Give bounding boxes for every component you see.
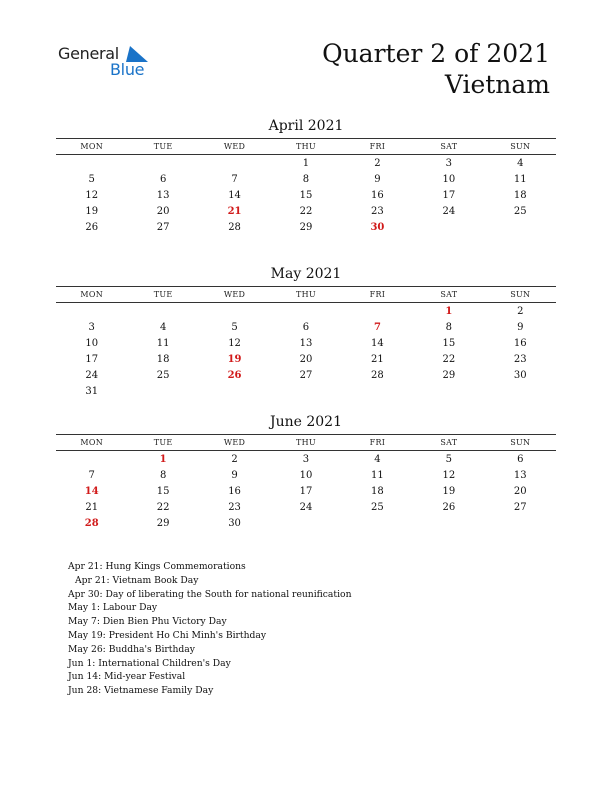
day-cell: 25 bbox=[513, 206, 527, 217]
day-grid bbox=[56, 304, 556, 400]
day-cell: 26 bbox=[442, 502, 456, 513]
empty-cell bbox=[199, 156, 270, 172]
weekday-label: WED bbox=[223, 142, 246, 151]
day-cell: 18 bbox=[371, 486, 384, 497]
weekday-label: WED bbox=[223, 290, 246, 299]
day-cell: 23 bbox=[513, 354, 527, 365]
day-cell: 13 bbox=[156, 190, 170, 201]
day-cell: 2 bbox=[231, 454, 238, 465]
logo bbox=[58, 44, 178, 84]
holiday-note: Jun 14: Mid-year Festival bbox=[68, 671, 186, 683]
month-may bbox=[56, 265, 556, 400]
day-cell: 7 bbox=[88, 470, 95, 481]
weekday-header bbox=[56, 286, 556, 303]
weekday-label: TUE bbox=[153, 290, 173, 299]
day-cell: 1 bbox=[159, 454, 167, 465]
day-cell: 24 bbox=[442, 206, 456, 217]
title-country: Vietnam bbox=[444, 70, 550, 99]
day-cell: 17 bbox=[442, 190, 456, 201]
day-grid bbox=[56, 452, 556, 532]
weekday-label: SAT bbox=[440, 142, 458, 151]
holiday-note: Apr 21: Vietnam Book Day bbox=[75, 574, 199, 586]
day-cell: 22 bbox=[299, 206, 313, 217]
day-cell: 4 bbox=[159, 322, 167, 333]
day-cell: 28 bbox=[371, 370, 384, 381]
day-cell: 18 bbox=[513, 190, 527, 201]
weekday-label: SUN bbox=[510, 438, 531, 447]
holiday-note: Jun 28: Vietnamese Family Day bbox=[68, 685, 214, 697]
empty-cell bbox=[413, 516, 484, 532]
day-cell: 21 bbox=[371, 354, 384, 365]
empty-cell bbox=[56, 452, 127, 468]
day-cell: 12 bbox=[442, 470, 456, 481]
day-cell: 29 bbox=[442, 370, 456, 381]
day-cell: 22 bbox=[156, 502, 170, 513]
day-cell: 23 bbox=[228, 502, 241, 513]
weekday-label: THU bbox=[296, 142, 316, 151]
day-cell: 20 bbox=[156, 206, 170, 217]
weekday-label: MON bbox=[80, 290, 104, 299]
day-cell: 2 bbox=[517, 306, 524, 317]
day-cell: 4 bbox=[517, 158, 524, 169]
day-cell: 9 bbox=[231, 470, 238, 481]
day-cell: 14 bbox=[228, 190, 241, 201]
empty-cell bbox=[270, 516, 341, 532]
day-cell: 1 bbox=[445, 306, 453, 317]
month-june bbox=[56, 413, 556, 532]
day-cell: 9 bbox=[517, 322, 524, 333]
day-cell: 12 bbox=[85, 190, 99, 201]
weekday-label: THU bbox=[296, 290, 316, 299]
day-cell: 20 bbox=[299, 354, 313, 365]
day-cell: 16 bbox=[228, 486, 241, 497]
empty-cell bbox=[485, 220, 556, 236]
weekday-label: WED bbox=[223, 438, 246, 447]
empty-cell bbox=[413, 220, 484, 236]
day-cell: 24 bbox=[299, 502, 313, 513]
day-cell: 23 bbox=[371, 206, 384, 217]
weekday-header bbox=[56, 434, 556, 451]
weekday-label: FRI bbox=[369, 290, 386, 299]
day-cell: 21 bbox=[227, 206, 242, 217]
day-cell: 25 bbox=[371, 502, 384, 513]
weekday-label: THU bbox=[296, 438, 316, 447]
day-cell: 24 bbox=[85, 370, 99, 381]
weekday-label: SAT bbox=[440, 438, 458, 447]
empty-cell bbox=[127, 384, 198, 400]
weekday-label: SUN bbox=[510, 290, 531, 299]
day-cell: 19 bbox=[227, 354, 242, 365]
day-cell: 11 bbox=[156, 338, 170, 349]
empty-cell bbox=[342, 516, 413, 532]
empty-cell bbox=[199, 384, 270, 400]
title-quarter: Quarter 2 of 2021 bbox=[322, 39, 550, 68]
day-cell: 6 bbox=[159, 174, 167, 185]
day-cell: 22 bbox=[442, 354, 456, 365]
day-cell: 11 bbox=[371, 470, 384, 481]
holiday-note: May 7: Dien Bien Phu Victory Day bbox=[68, 616, 227, 628]
day-cell: 3 bbox=[88, 322, 95, 333]
day-cell: 7 bbox=[231, 174, 238, 185]
day-cell: 16 bbox=[371, 190, 384, 201]
day-cell: 3 bbox=[302, 454, 310, 465]
day-cell: 16 bbox=[513, 338, 527, 349]
day-cell: 18 bbox=[156, 354, 170, 365]
day-cell: 12 bbox=[228, 338, 241, 349]
holiday-notes bbox=[68, 560, 351, 698]
day-cell: 17 bbox=[299, 486, 313, 497]
day-cell: 14 bbox=[84, 486, 99, 497]
logo-text-blue: Blue bbox=[110, 60, 145, 79]
holiday-note: May 1: Labour Day bbox=[68, 602, 158, 614]
holiday-note: Apr 30: Day of liberating the South for national reunification bbox=[68, 588, 352, 600]
weekday-label: TUE bbox=[153, 142, 173, 151]
weekday-label: MON bbox=[80, 142, 104, 151]
day-cell: 31 bbox=[85, 386, 99, 397]
day-cell: 6 bbox=[302, 322, 310, 333]
weekday-label: FRI bbox=[369, 142, 386, 151]
day-cell: 8 bbox=[445, 322, 453, 333]
month-title: May 2021 bbox=[270, 266, 342, 282]
day-cell: 21 bbox=[85, 502, 99, 513]
day-cell: 28 bbox=[84, 518, 99, 529]
day-cell: 30 bbox=[370, 222, 385, 233]
day-cell: 30 bbox=[228, 518, 241, 529]
day-cell: 5 bbox=[231, 322, 238, 333]
day-cell: 27 bbox=[299, 370, 313, 381]
weekday-label: MON bbox=[80, 438, 104, 447]
month-april bbox=[56, 117, 556, 236]
day-cell: 10 bbox=[299, 470, 313, 481]
day-cell: 2 bbox=[374, 158, 381, 169]
day-cell: 30 bbox=[513, 370, 527, 381]
day-cell: 20 bbox=[513, 486, 527, 497]
empty-cell bbox=[342, 384, 413, 400]
day-cell: 15 bbox=[156, 486, 170, 497]
day-grid bbox=[56, 156, 556, 236]
weekday-label: SAT bbox=[440, 290, 458, 299]
day-cell: 15 bbox=[299, 190, 313, 201]
month-title: June 2021 bbox=[269, 414, 342, 430]
holiday-note: May 26: Buddha's Birthday bbox=[68, 643, 195, 655]
day-cell: 26 bbox=[227, 370, 242, 381]
day-cell: 9 bbox=[374, 174, 381, 185]
weekday-header bbox=[56, 138, 556, 155]
month-title: April 2021 bbox=[268, 118, 344, 134]
empty-cell bbox=[485, 516, 556, 532]
day-cell: 13 bbox=[299, 338, 313, 349]
day-cell: 5 bbox=[445, 454, 453, 465]
day-cell: 25 bbox=[156, 370, 170, 381]
empty-cell bbox=[342, 304, 413, 320]
day-cell: 5 bbox=[88, 174, 95, 185]
day-cell: 27 bbox=[156, 222, 170, 233]
holiday-note: May 19: President Ho Chi Minh's Birthday bbox=[68, 629, 267, 641]
empty-cell bbox=[485, 384, 556, 400]
day-cell: 4 bbox=[374, 454, 381, 465]
empty-cell bbox=[199, 304, 270, 320]
day-cell: 27 bbox=[513, 502, 527, 513]
weekday-label: FRI bbox=[369, 438, 386, 447]
day-cell: 10 bbox=[442, 174, 456, 185]
empty-cell bbox=[127, 304, 198, 320]
day-cell: 19 bbox=[85, 206, 99, 217]
empty-cell bbox=[270, 384, 341, 400]
empty-cell bbox=[56, 156, 127, 172]
day-cell: 10 bbox=[85, 338, 99, 349]
day-cell: 3 bbox=[445, 158, 453, 169]
day-cell: 8 bbox=[159, 470, 167, 481]
weekday-label: SUN bbox=[510, 142, 531, 151]
day-cell: 15 bbox=[442, 338, 456, 349]
day-cell: 7 bbox=[373, 322, 381, 333]
day-cell: 13 bbox=[513, 470, 527, 481]
day-cell: 14 bbox=[371, 338, 384, 349]
day-cell: 17 bbox=[85, 354, 99, 365]
day-cell: 1 bbox=[302, 158, 310, 169]
day-cell: 8 bbox=[302, 174, 310, 185]
holiday-note: Apr 21: Hung Kings Commemorations bbox=[68, 561, 246, 572]
day-cell: 6 bbox=[517, 454, 524, 465]
empty-cell bbox=[56, 304, 127, 320]
empty-cell bbox=[127, 156, 198, 172]
day-cell: 29 bbox=[156, 518, 170, 529]
holiday-note: Jun 1: International Children's Day bbox=[68, 657, 231, 669]
day-cell: 19 bbox=[442, 486, 456, 497]
empty-cell bbox=[413, 384, 484, 400]
empty-cell bbox=[270, 304, 341, 320]
day-cell: 28 bbox=[228, 222, 241, 233]
weekday-label: TUE bbox=[153, 438, 173, 447]
page-title bbox=[322, 38, 550, 100]
day-cell: 29 bbox=[299, 222, 313, 233]
logo-text-general: General bbox=[58, 44, 119, 63]
day-cell: 26 bbox=[85, 222, 99, 233]
day-cell: 11 bbox=[513, 174, 527, 185]
